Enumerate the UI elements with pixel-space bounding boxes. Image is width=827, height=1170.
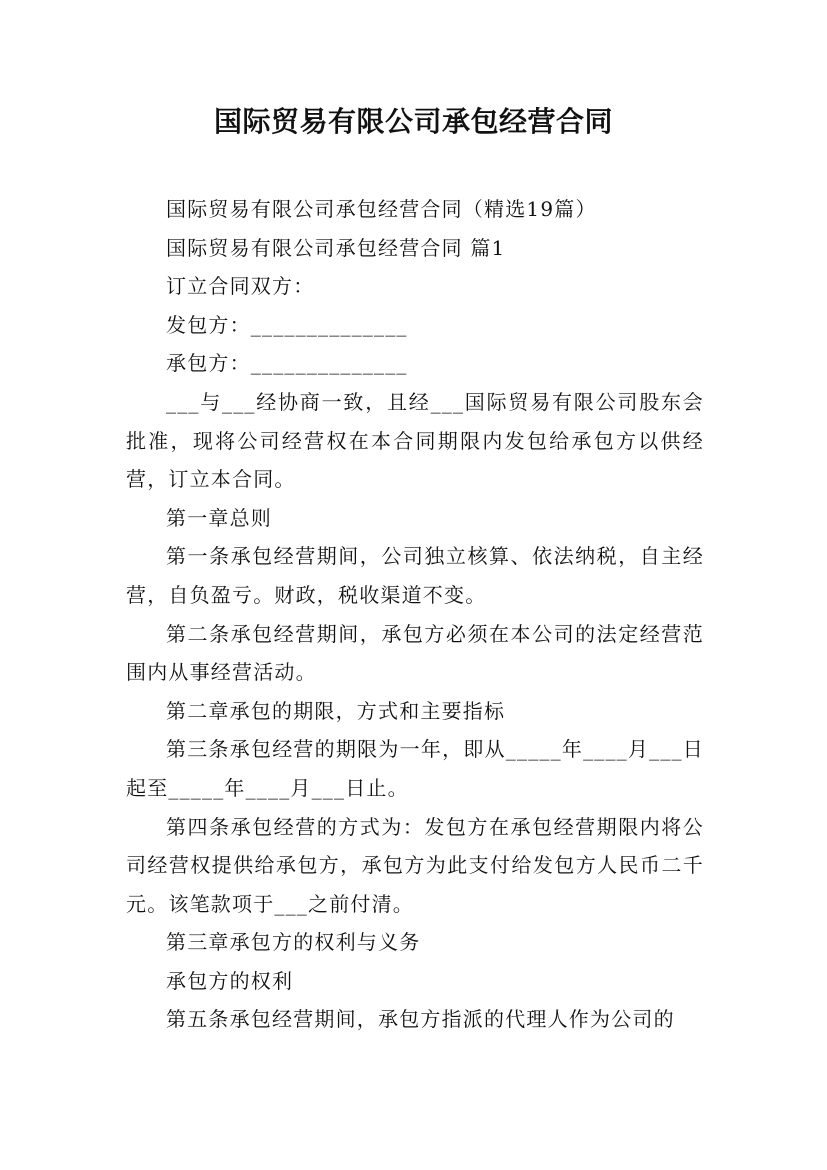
clause-1: 第一条承包经营期间，公司独立核算、依法纳税，自主经营，自负盈亏。财政，税收渠道不变。 xyxy=(126,544,704,607)
paragraph-preamble: ___与___经协商一致，且经___国际贸易有限公司股东会批准，现将公司经营权在本合同期限内发包给承包方以供经营，订立本合同。 xyxy=(126,389,704,492)
paragraph-collection-heading: 国际贸易有限公司承包经营合同（精选19篇） xyxy=(166,197,597,221)
clause-2: 第二条承包经营期间，承包方必须在本公司的法定经营范围内从事经营活动。 xyxy=(126,621,704,685)
paragraph-parties-label: 订立合同双方： xyxy=(166,274,315,299)
chapter-heading-1: 第一章总则 xyxy=(166,505,272,530)
chapter-heading-2: 第二章承包的期限，方式和主要指标 xyxy=(166,698,506,723)
paragraph-contractee-field: 承包方：______________ xyxy=(166,351,408,376)
clause-5: 第五条承包经营期间，承包方指派的代理人作为公司的 xyxy=(166,1007,675,1032)
section-heading-contractee-rights: 承包方的权利 xyxy=(166,968,294,993)
chapter-heading-3: 第三章承包方的权利与义务 xyxy=(166,930,421,955)
paragraph-contractor-field: 发包方：______________ xyxy=(166,312,408,337)
clause-3: 第三条承包经营的期限为一年，即从_____年____月___日起至_____年____月___日止。 xyxy=(126,737,704,800)
document-title: 国际贸易有限公司承包经营合同 xyxy=(213,105,613,138)
document-body xyxy=(126,190,704,1039)
paragraph-article-heading: 国际贸易有限公司承包经营合同 篇1 xyxy=(166,235,506,260)
clause-4: 第四条承包经营的方式为：发包方在承包经营期限内将公司经营权提供给承包方，承包方为此支付给发包方人民币二千元。该笔款项于___之前付清。 xyxy=(126,814,704,916)
